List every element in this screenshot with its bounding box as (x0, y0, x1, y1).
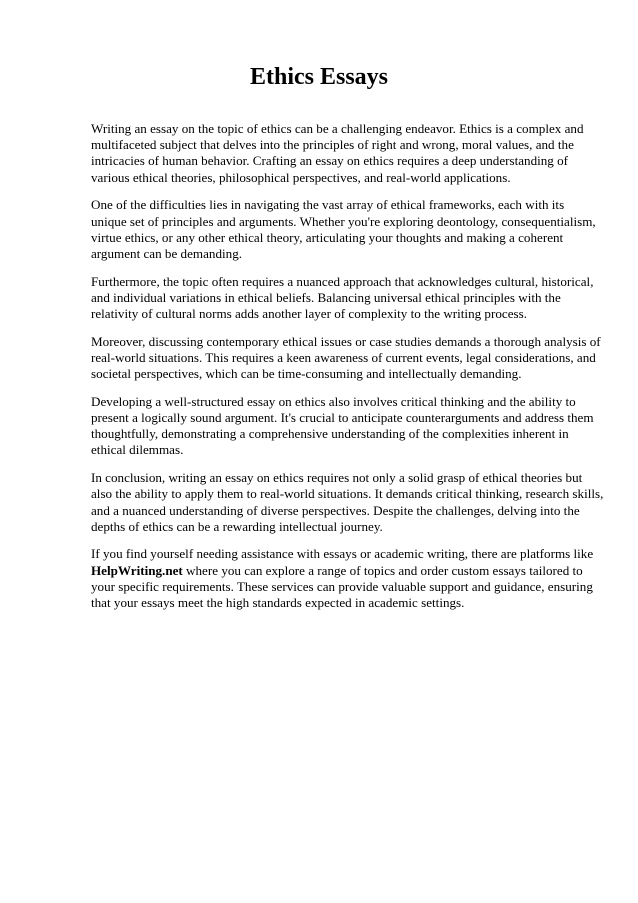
paragraph-line: If you find yourself needing assistance with essays or academic writing, there are platforms like (91, 546, 594, 562)
paragraph-line: that your essays meet the high standards expected in academic settings. (91, 595, 465, 611)
paragraph-line: Developing a well-structured essay on ethics also involves critical thinking and the ability to (91, 393, 576, 409)
paragraph-line: thoughtfully, demonstrating a comprehensive understanding of the complexities inherent in (91, 426, 569, 442)
paragraph-line: intricacies of human behavior. Crafting an essay on ethics requires a deep understanding of (91, 153, 569, 169)
paragraph-line: In conclusion, writing an essay on ethics requires not only a solid grasp of ethical theories but (91, 470, 583, 486)
document-title: Ethics Essays (249, 64, 389, 90)
paragraph-line (91, 563, 611, 579)
paragraph (91, 394, 611, 459)
paragraph-line: and individual variations in ethical beliefs. Balancing universal ethical principles with the (91, 289, 561, 305)
paragraph-line: various ethical theories, philosophical perspectives, and real-world applications. (91, 169, 511, 185)
document-body (91, 121, 611, 623)
paragraph-line: relativity of cultural norms adds another layer of complexity to the writing process. (91, 306, 527, 322)
paragraph-line: argument can be demanding. (91, 245, 243, 261)
paragraph-line: also the ability to apply them to real-world situations. It demands critical thinking, research skills, (91, 486, 604, 502)
paragraph-line: real-world situations. This requires a keen awareness of current events, legal considerations, and (91, 349, 596, 365)
paragraph-line: unique set of principles and arguments. Whether you're exploring deontology, consequentialism, (91, 213, 596, 229)
paragraph-line: multifaceted subject that delves into the principles of right and wrong, moral values, and the (91, 137, 574, 153)
paragraph-line-rest: where you can explore a range of topics and order custom essays tailored to (182, 562, 583, 578)
paragraph (91, 470, 611, 535)
paragraph-line: your specific requirements. These services can provide valuable support and guidance, ensuring (91, 578, 593, 594)
paragraph (91, 121, 611, 186)
paragraph-line: Moreover, discussing contemporary ethical issues or case studies demands a thorough analysis of (91, 333, 601, 349)
paragraph-line: ethical dilemmas. (91, 442, 184, 458)
paragraph-line: Furthermore, the topic often requires a nuanced approach that acknowledges cultural, historical, (91, 273, 594, 289)
paragraph-line: depths of ethics can be a rewarding intellectual journey. (91, 518, 383, 534)
paragraph-final (91, 546, 611, 611)
helpwriting-link[interactable]: HelpWriting.net (91, 562, 183, 578)
paragraph-line: present a logically sound argument. It's crucial to anticipate counterarguments and address them (91, 410, 594, 426)
paragraph (91, 197, 611, 262)
paragraph-line: Writing an essay on the topic of ethics can be a challenging endeavor. Ethics is a complex and (91, 121, 584, 136)
paragraph-line: and a nuanced understanding of diverse perspectives. Despite the challenges, delving into the (91, 502, 580, 518)
paragraph (91, 274, 611, 323)
paragraph (91, 334, 611, 383)
paragraph-line: societal perspectives, which can be time-consuming and intellectually demanding. (91, 366, 522, 382)
paragraph-line: One of the difficulties lies in navigating the vast array of ethical frameworks, each with its (91, 197, 565, 213)
paragraph-line: virtue ethics, or any other ethical theory, articulating your thoughts and making a coherent (91, 229, 564, 245)
